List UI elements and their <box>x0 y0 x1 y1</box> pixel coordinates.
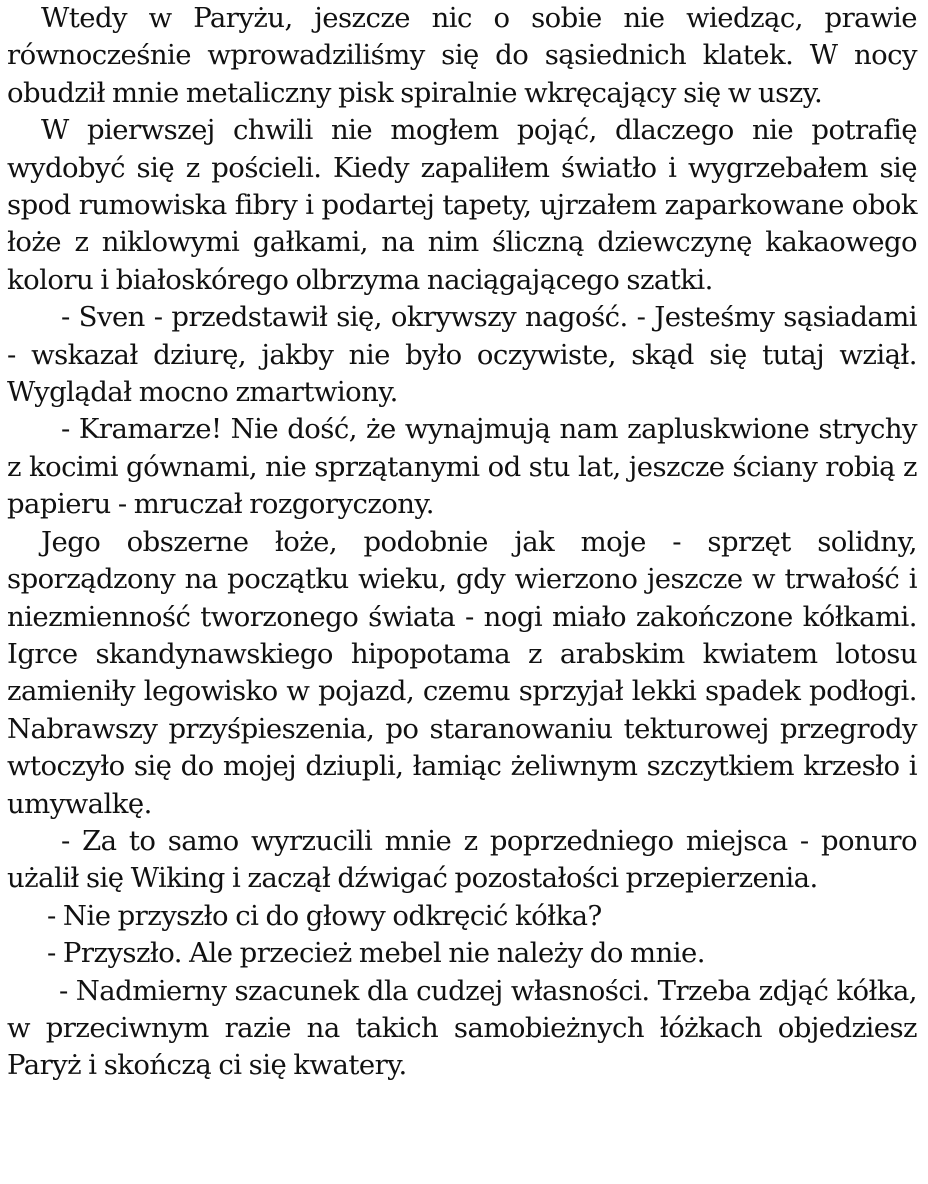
paragraph-1: Wtedy w Paryżu, jeszcze nic o sobie nie wiedząc, prawie równocześnie wprowadziliśmy się do sąsiednich klatek. W nocy obudził mnie metaliczny pisk spiralnie wkręcający się w uszy. <box>7 2 917 109</box>
paragraph-2: W pierwszej chwili nie mogłem pojąć, dlaczego nie potrafię wydobyć się z pościeli. Kiedy zapaliłem światło i wygrzebałem się spod rumowiska fibry i podartej tapety, ujrzałem zaparkowane obok łoże z niklowymi gałkami, na nim śliczną dziewczynę kakaowego koloru i białoskórego olbrzyma naciągającego szatki. <box>7 114 917 296</box>
paragraph-6: - Za to samo wyrzucili mnie z poprzedniego miejsca - ponuro użalił się Wiking i zaczął dźwigać pozostałości przepierzenia. <box>7 824 917 895</box>
paragraph-5: Jego obszerne łoże, podobnie jak moje - sprzęt solidny, sporządzony na początku wieku, gdy wierzono jeszcze w trwałość i niezmienność tworzonego świata - nogi miało zakończone kółkami. Igrce skandynawskiego hipopotama z arabskim kwiatem lotosu zamieniły legowisko w pojazd, czemu sprzyjał lekki spadek podłogi. Nabrawszy przyśpieszenia, po staranowaniu tekturowej przegrody wtoczyło się do mojej dziupli, łamiąc żeliwnym szczytkiem krzesło i umywalkę. <box>7 525 917 820</box>
paragraph-9: - Nadmierny szacunek dla cudzej własności. Trzeba zdjąć kółka, w przeciwnym razie na takich samobieżnych łóżkach objedziesz Paryż i skończą ci się kwatery. <box>7 974 917 1082</box>
paragraph-7: - Nie przyszło ci do głowy odkręcić kółka? <box>47 899 602 932</box>
paragraph-4: - Kramarze! Nie dość, że wynajmują nam zapluskwione strychy z kocimi gównami, nie sprzątanymi od stu lat, jeszcze ściany robią z papieru - mruczał rozgoryczony. <box>7 413 917 521</box>
document-page <box>7 0 917 1085</box>
paragraph-3: - Sven - przedstawił się, okrywszy nagość. - Jesteśmy sąsiadami - wskazał dziurę, jakby nie było oczywiste, skąd się tutaj wziął. Wyglądał mocno zmartwiony. <box>7 301 917 409</box>
paragraph-8: - Przyszło. Ale przecież mebel nie należy do mnie. <box>47 937 705 970</box>
